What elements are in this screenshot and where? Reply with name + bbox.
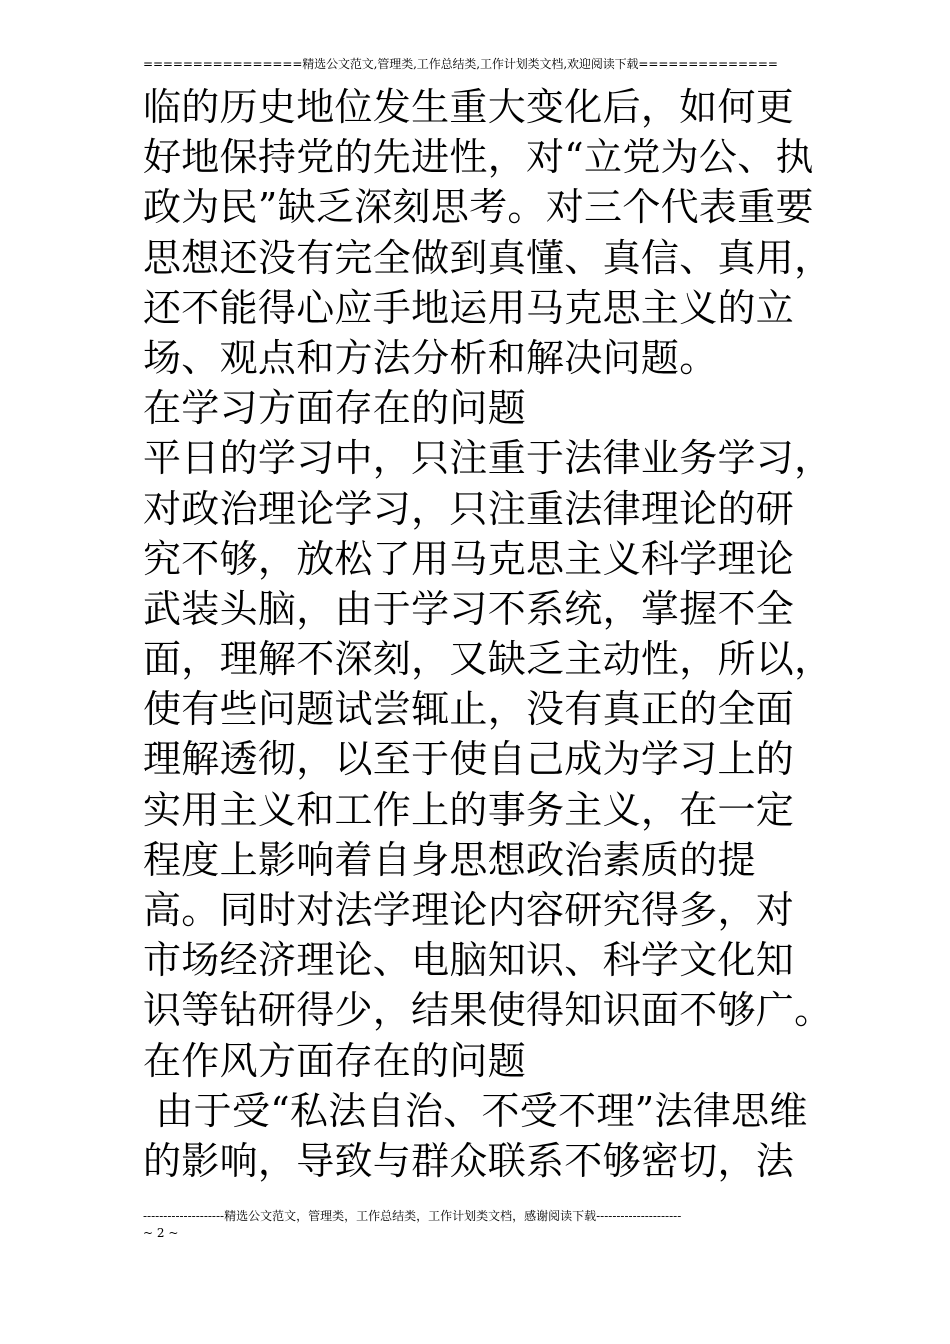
text-line: 究不够，放松了用马克思主义科学理论 [143, 536, 795, 581]
text-line: 的影响，导致与群众联系不够密切，法 [143, 1138, 795, 1183]
section-heading: 在学习方面存在的问题 [143, 386, 527, 431]
page-footer: --------------------精选公文范文，管理类，工作总结类，工作计划类文档，感谢阅读下载--------------------- [143, 1209, 682, 1223]
document-body [143, 82, 833, 1186]
text-line: 由于受“私法自治、不受不理”法律思维 [143, 1088, 808, 1133]
text-line: 平日的学习中，只注重于法律业务学习， [143, 436, 833, 481]
text-line: 对政治理论学习，只注重法律理论的研 [143, 486, 795, 531]
page-header: ================精选公文范文,管理类,工作总结类,工作计划类文档,欢迎阅读下载============== [143, 57, 778, 71]
text-line: 使有些问题试尝辄止，没有真正的全面 [143, 687, 795, 732]
text-line: 临的历史地位发生重大变化后，如何更 [143, 85, 795, 129]
text-line: 面，理解不深刻，又缺乏主动性，所以， [143, 637, 833, 682]
text-line: 还不能得心应手地运用马克思主义的立 [143, 285, 795, 330]
text-line: 高。同时对法学理论内容研究得多，对 [143, 888, 795, 932]
text-line: 市场经济理论、电脑知识、科学文化知 [143, 938, 795, 983]
section-heading: 在作风方面存在的问题 [143, 1038, 527, 1083]
page-number: ~ 2 ~ [143, 1226, 179, 1240]
text-line: 理解透彻，以至于使自己成为学习上的 [143, 737, 795, 782]
text-line: 场、观点和方法分析和解决问题。 [143, 335, 718, 380]
text-line: 政为民”缺乏深刻思考。对三个代表重要 [143, 185, 814, 230]
text-line: 武装头脑，由于学习不系统，掌握不全 [143, 586, 795, 631]
text-line: 好地保持党的先进性，对“立党为公、执 [143, 135, 814, 180]
text-line: 识等钻研得少，结果使得知识面不够广。 [143, 988, 833, 1033]
text-line: 实用主义和工作上的事务主义，在一定 [143, 787, 795, 832]
text-line: 程度上影响着自身思想政治素质的提 [143, 837, 756, 882]
text-line: 思想还没有完全做到真懂、真信、真用， [143, 235, 833, 280]
